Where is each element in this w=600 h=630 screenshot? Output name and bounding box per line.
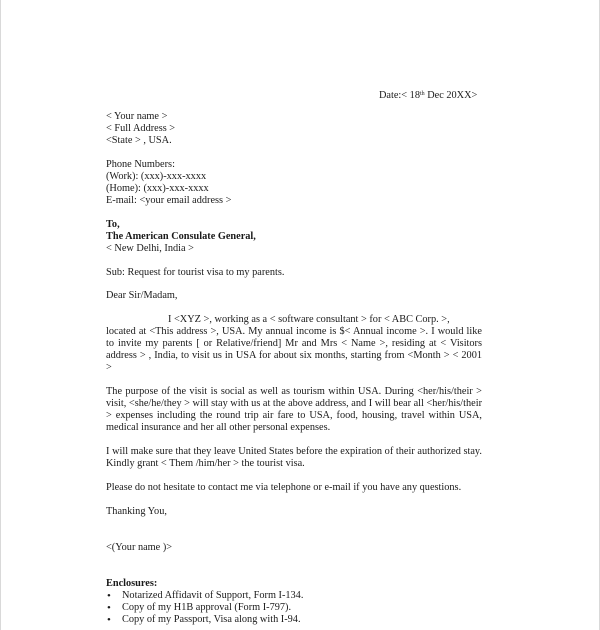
recipient-to: To,: [106, 219, 120, 230]
paragraph-2: The purpose of the visit is social as well as tourism within USA. During <her/his/their > visit, <she/he/they > will stay with us at the above address, and I will bear all <her/his/their > expenses including the round trip air fare to USA, food, housing, travel within USA, medical insurance and her all other personal expenses.: [106, 386, 483, 433]
signature-name: <(Your name )>: [106, 542, 173, 553]
enclosure-item: • Copy of my Passport, Visa along with I-94.: [106, 614, 482, 626]
closing: Thanking You,: [106, 506, 167, 517]
subject-line: Sub: Request for tourist visa to my parents.: [106, 267, 285, 278]
enclosure-item: • Copy of my H1B approval (Form I-797).: [106, 602, 482, 614]
email-line: E-mail: <your email address >: [106, 195, 232, 206]
paragraph-4: Please do not hesitate to contact me via telephone or e-mail if you have any questions.: [106, 482, 462, 493]
home-phone: (Home): (xxx)-xxx-xxxx: [106, 183, 209, 194]
sender-state: <State > , USA.: [106, 135, 172, 146]
enclosures-heading: Enclosures:: [106, 578, 158, 589]
sender-name: < Your name >: [106, 111, 168, 122]
enclosures-block: [106, 578, 482, 626]
paragraph-1-first-line: I <XYZ >, working as a < software consultant > for < ABC Corp. >,: [168, 314, 450, 325]
work-phone: (Work): (xxx)-xxx-xxxx: [106, 171, 207, 182]
recipient-location: < New Delhi, India >: [106, 243, 194, 254]
paragraph-3: I will make sure that they leave United States before the expiration of their authorized stay. Kindly grant < Them /him/her > the tourist visa.: [106, 446, 482, 469]
salutation: Dear Sir/Madam,: [106, 290, 178, 301]
recipient-name: The American Consulate General,: [106, 231, 256, 242]
recipient-block: [106, 219, 482, 255]
contact-block: [106, 159, 482, 207]
phone-heading: Phone Numbers:: [106, 159, 175, 170]
sender-address: < Full Address >: [106, 123, 176, 134]
paragraph-1: [106, 314, 482, 374]
enclosure-item: • Notarized Affidavit of Support, Form I-134.: [106, 590, 482, 602]
enclosures-list: [106, 590, 482, 626]
paragraph-1-body: located at <This address >, USA. My annual income is $< Annual income >. I would like to invite my parents [ or Relative/friend] Mr and Mrs < Name >, residing at < Visitors address > , India, to visit us in USA for about six months, starting from <Month > < 2001 >: [106, 326, 482, 373]
letter-date: Date:< 18th Dec 20XX>: [379, 90, 478, 101]
page-edge-left: [0, 0, 1, 630]
sender-block: [106, 111, 482, 147]
